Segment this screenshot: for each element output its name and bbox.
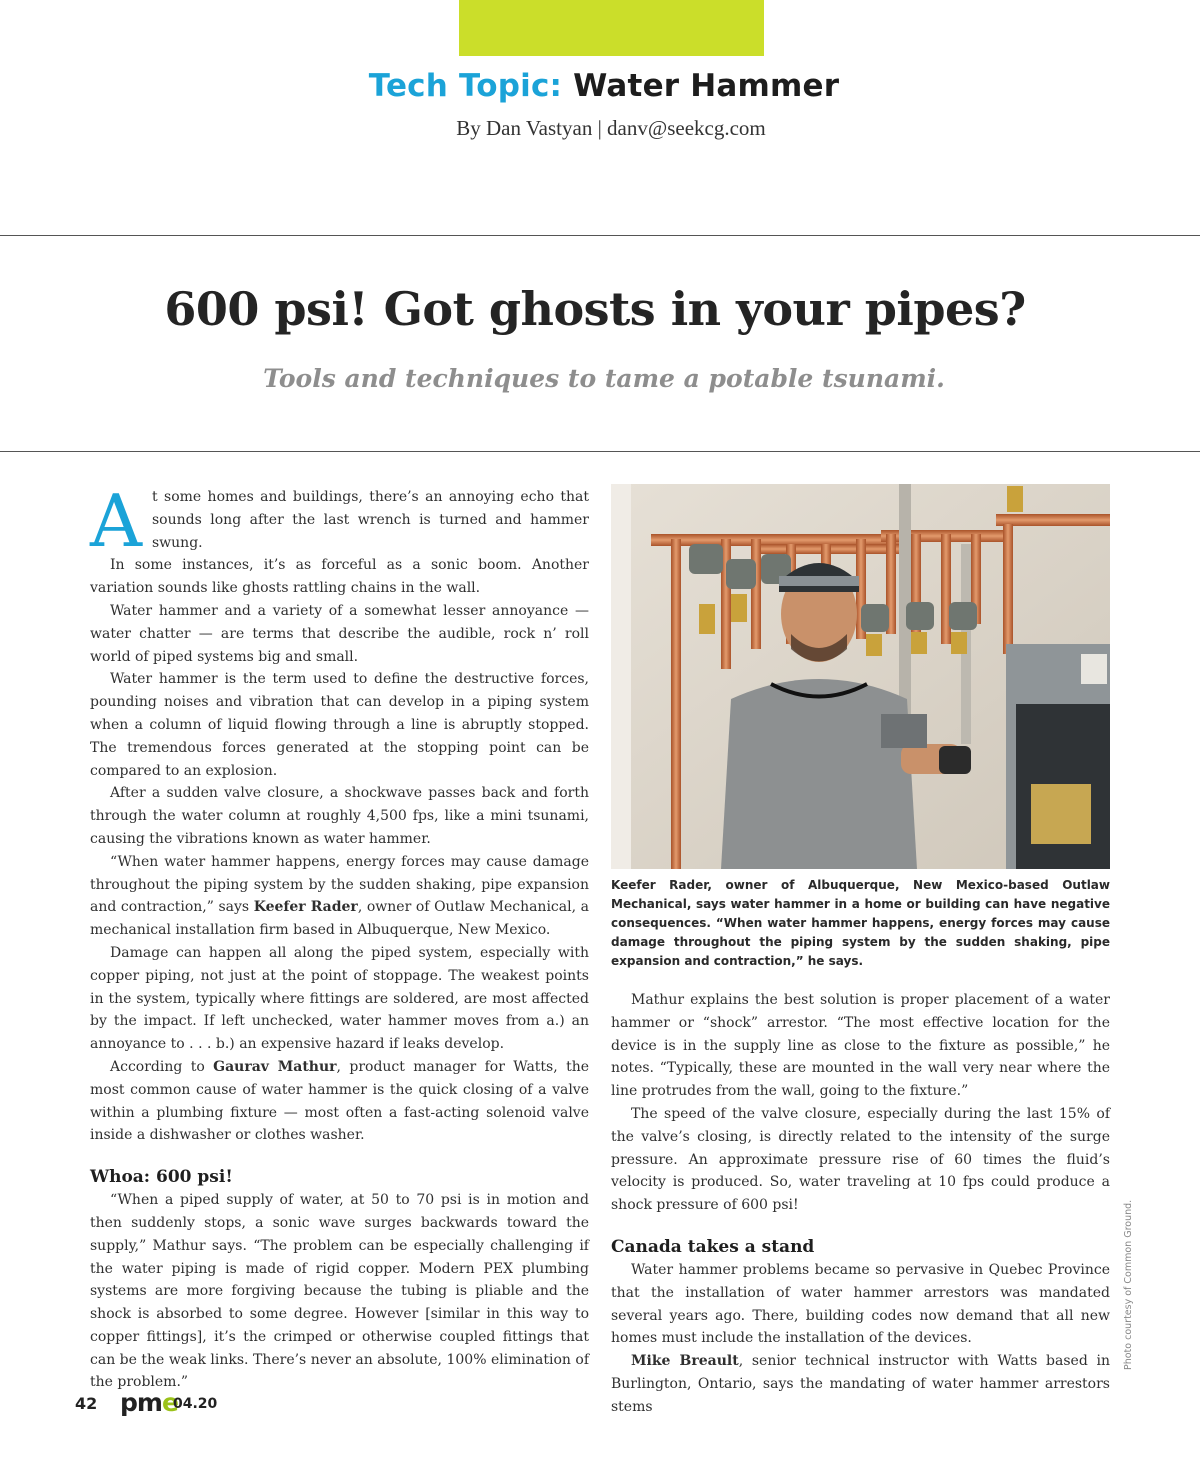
paragraph-text: “When water hammer happens, energy forces may cause damage throughout the piping system by the sudden shaking, pipe expansion and contraction,” says <box>90 853 589 916</box>
article-column-right <box>611 989 1110 1419</box>
paragraph <box>90 1056 589 1147</box>
person-name: Mike Breault <box>631 1353 739 1370</box>
subhead: Tools and techniques to tame a potable tsunami. <box>263 364 945 393</box>
paragraph: Damage can happen all along the piped system, especially with copper piping, not just at the point of stoppage. The weakest points in the system, typically where fittings are soldered, are most affected by the impact. If left unchecked, water hammer moves from a.) an annoyance to . . . b.) an expensive hazard if leaks develop. <box>90 944 589 1053</box>
issue-date: 04.20 <box>173 1396 218 1412</box>
paragraph: Water hammer and a variety of a somewhat lesser annoyance — water chatter — are terms that describe the audible, rock n’ roll world of piped systems big and small. <box>90 602 589 665</box>
section-heading: Whoa: 600 psi! <box>90 1167 233 1188</box>
paragraph-text: t some homes and buildings, there’s an annoying echo that sounds long after the last wrench is turned and hammer swung. <box>152 489 589 551</box>
byline: By Dan Vastyan | danv@seekcg.com <box>456 116 766 140</box>
section-title <box>0 68 1200 104</box>
page-number: 42 <box>75 1394 98 1413</box>
section-heading: Canada takes a stand <box>611 1236 815 1257</box>
paragraph <box>90 479 589 563</box>
logo-text-accent: e <box>161 1388 178 1417</box>
photo-credit <box>1121 1199 1135 1370</box>
article-photo <box>611 484 1110 869</box>
paragraph: Mathur explains the best solution is proper placement of a water hammer or “shock” arrestor. “The most effective location for the device is in the supply line as close to the fixture as possible,” he notes. “Typically, these are mounted in the wall very near where the line protrudes from the wall, going to the fixture.” <box>611 992 1110 1100</box>
person-name: Gaurav Mathur <box>213 1058 337 1075</box>
paragraph: Water hammer is the term used to define the destructive forces, pounding noises and vibration that can develop in a piping system when a column of liquid flowing through a line is abruptly stopped. The tremendous forces generated at the stopping point can be compared to an explosion. <box>90 671 589 779</box>
paragraph: The speed of the valve closure, especially during the last 15% of the valve’s closing, is directly related to the intensity of the surge pressure. An approximate pressure rise of 60 times the fluid’s velocity is produced. So, water traveling at 10 fps could produce a shock pressure of 600 psi! <box>611 1105 1110 1214</box>
logo-text: pm <box>120 1388 162 1417</box>
photo-illustration <box>611 484 1110 869</box>
headline: 600 psi! Got ghosts in your pipes? <box>164 282 1026 336</box>
top-divider <box>0 235 1200 236</box>
paragraph: Water hammer problems became so pervasive in Quebec Province that the installation of water hammer arrestors was mandated several years ago. There, building codes now demand that all new homes must include the installation of the devices. <box>611 1261 1110 1347</box>
photo-caption: Keefer Rader, owner of Albuquerque, New Mexico-based Outlaw Mechanical, says water hammer in a home or building can have negative consequences. “When water hammer happens, energy forces may cause damage throughout the piping system by the sudden shaking, pipe expansion and contraction,” he says. <box>611 878 1110 968</box>
topic-title: Water Hammer <box>573 68 840 104</box>
paragraph <box>90 851 589 942</box>
drop-cap: A <box>90 479 142 563</box>
paragraph: After a sudden valve closure, a shockwave passes back and forth through the water column at roughly 4,500 fps, like a mini tsunami, causing the vibrations known as water hammer. <box>90 785 589 847</box>
photo-credit-text: Photo courtesy of Common Ground. <box>1123 1199 1134 1370</box>
magazine-logo <box>120 1388 178 1417</box>
person-name: Keefer Rader <box>253 899 358 916</box>
topic-label: Tech Topic: <box>368 68 563 104</box>
paragraph-text: According to <box>110 1058 214 1075</box>
paragraph: In some instances, it’s as forceful as a sonic boom. Another variation sounds like ghosts rattling chains in the wall. <box>90 557 589 597</box>
article-column-left <box>90 479 589 1394</box>
paragraph-text: , senior technical instructor with Watts based in Burlington, Ontario, says the mandating of water hammer arrestors stems <box>611 1353 1110 1415</box>
header-accent-bar <box>459 0 764 56</box>
paragraph: “When a piped supply of water, at 50 to 70 psi is in motion and then suddenly stops, a sonic wave surges backwards toward the supply,” Mathur says. “The problem can be especially challenging if the water piping is made of rigid copper. Modern PEX plumbing systems are more forgiving because the tubing is pliable and the shock is absorbed to some degree. However [similar in this way to copper fittings], it’s the crimped or otherwise coupled fittings that can be the weak links. There’s never an absolute, 100% elimination of the problem.” <box>90 1192 589 1391</box>
paragraph-text: , owner of Outlaw Mechanical, a mechanical installation firm based in Albuquerque, New Mexico. <box>90 899 589 939</box>
paragraph <box>611 1350 1110 1418</box>
headline-divider <box>0 451 1200 452</box>
paragraph-text: , product manager for Watts, the most common cause of water hammer is the quick closing of a valve within a plumbing fixture — most often a fast-acting solenoid valve inside a dishwasher or clothes washer. <box>90 1058 589 1144</box>
